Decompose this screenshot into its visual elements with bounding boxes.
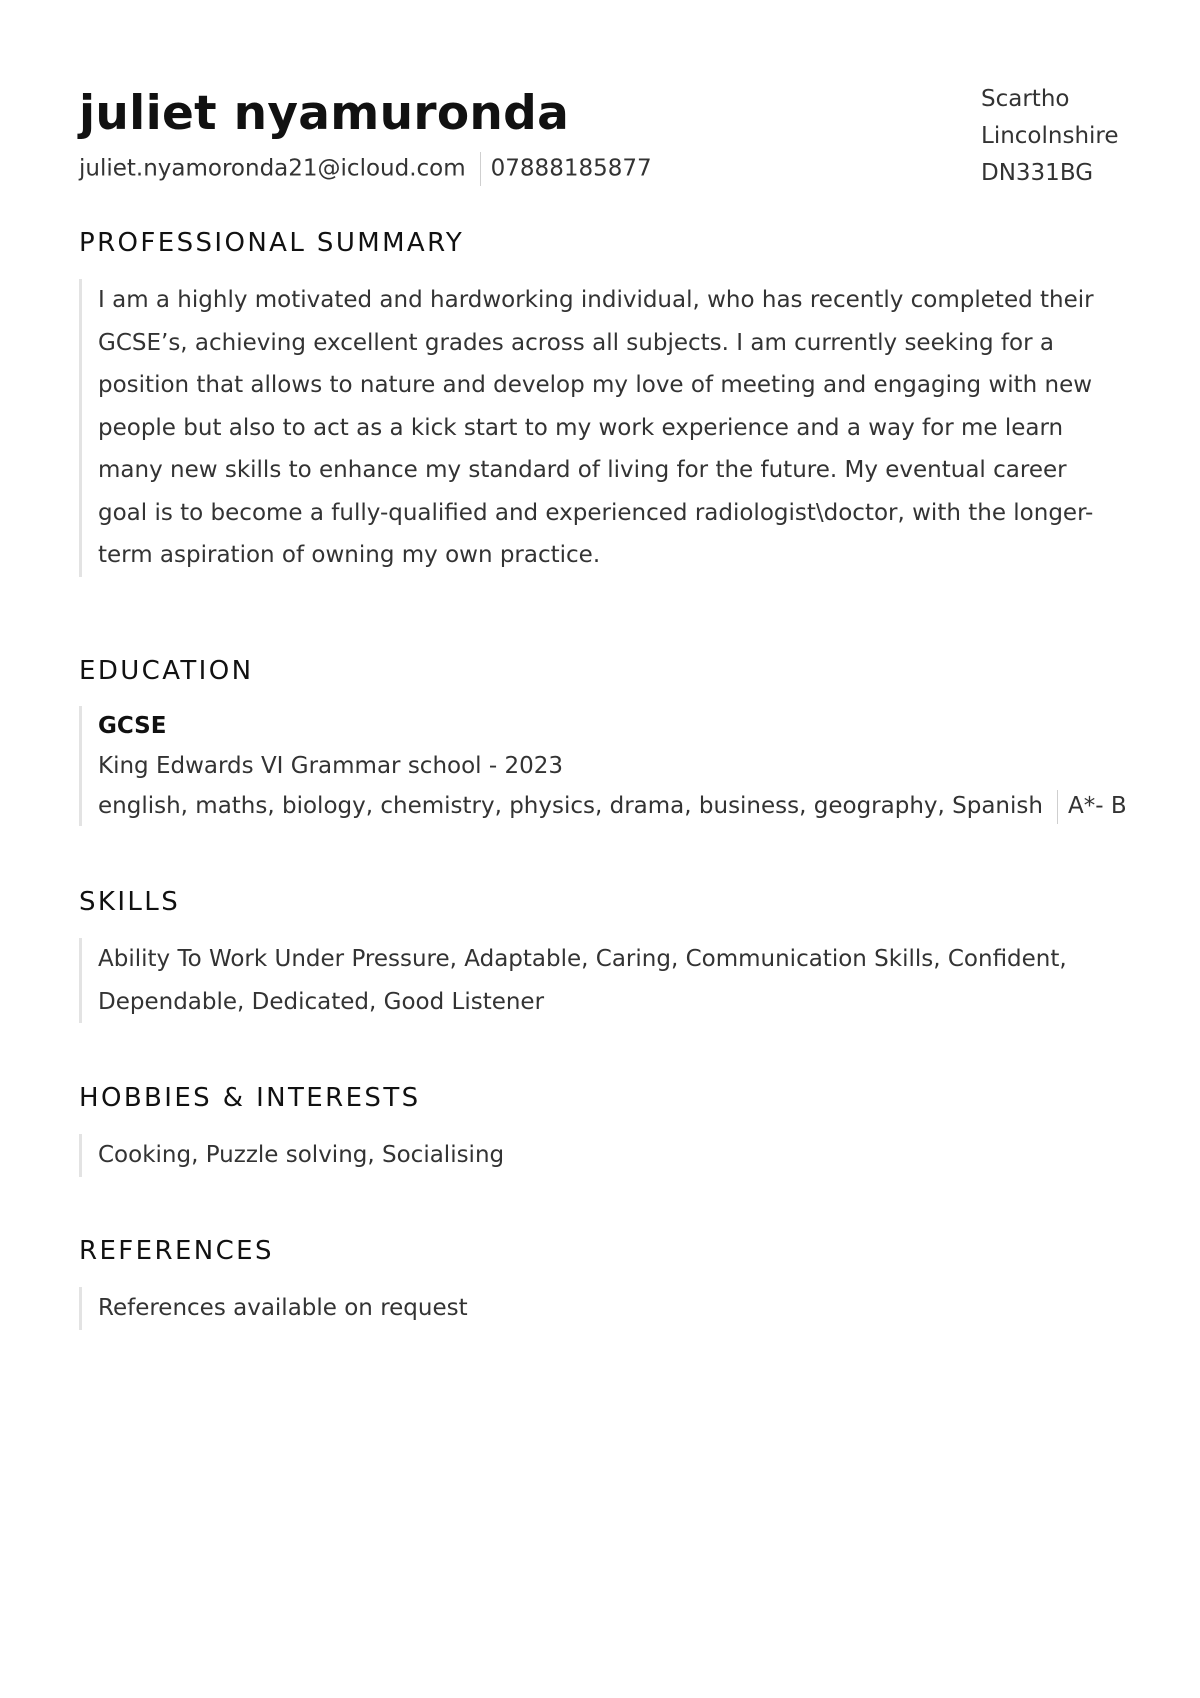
education-school: King Edwards VI Grammar school - 2023: [98, 753, 564, 779]
references-text: References available on request: [98, 1295, 468, 1321]
address-line-3: DN331BG: [981, 160, 1094, 186]
contact-line: [79, 152, 652, 186]
hobbies-body: [79, 1134, 1119, 1177]
address-line-2: Lincolnshire: [981, 123, 1119, 149]
skills-title: SKILLS: [79, 887, 181, 917]
address-line-1: Scartho: [981, 86, 1070, 112]
candidate-name: juliet nyamuronda: [79, 86, 570, 141]
subjects-divider: [1057, 790, 1058, 824]
education-subjects: english, maths, biology, chemistry, physics, drama, business, geography, Spanish: [98, 793, 1043, 819]
summary-body: [79, 279, 1119, 577]
references-title: REFERENCES: [79, 1236, 274, 1266]
summary-text: I am a highly motivated and hardworking individual, who has recently completed their GCSE’s, achieving excellent grades across all subjects. I am currently seeking for a position that allows to nature and develop my love of meeting and engaging with new people but also to act as a kick start to my work experience and a way for me learn many new skills to enhance my standard of living for the future. My eventual career goal is to become a fully-qualified and experienced radiologist\doctor, with the longer-term aspiration of owning my own practice.: [98, 287, 1094, 568]
references-section: [79, 1234, 1139, 1321]
resume-header: [79, 84, 1139, 194]
hobbies-title: HOBBIES & INTERESTS: [79, 1083, 421, 1113]
email-text: juliet.nyamoronda21@icloud.com: [79, 155, 466, 182]
education-section: [79, 654, 1139, 819]
education-degree: GCSE: [98, 713, 167, 739]
contact-divider: [480, 152, 481, 186]
education-title: EDUCATION: [79, 656, 254, 686]
skills-body: [79, 938, 1079, 1023]
education-body: [79, 706, 1127, 826]
summary-title: PROFESSIONAL SUMMARY: [79, 228, 465, 258]
phone-text: 07888185877: [490, 155, 652, 182]
education-subjects-line: [98, 786, 1127, 826]
skills-section: [79, 885, 1139, 1015]
hobbies-text: Cooking, Puzzle solving, Socialising: [98, 1142, 505, 1168]
summary-section: [79, 226, 1139, 568]
education-grades: A*- B: [1067, 793, 1127, 819]
skills-text: Ability To Work Under Pressure, Adaptable, Caring, Communication Skills, Confident, Dependable, Dedicated, Good Listener: [98, 946, 1067, 1015]
address-block: [981, 81, 1119, 192]
hobbies-section: [79, 1081, 1139, 1168]
references-body: [79, 1287, 1119, 1330]
